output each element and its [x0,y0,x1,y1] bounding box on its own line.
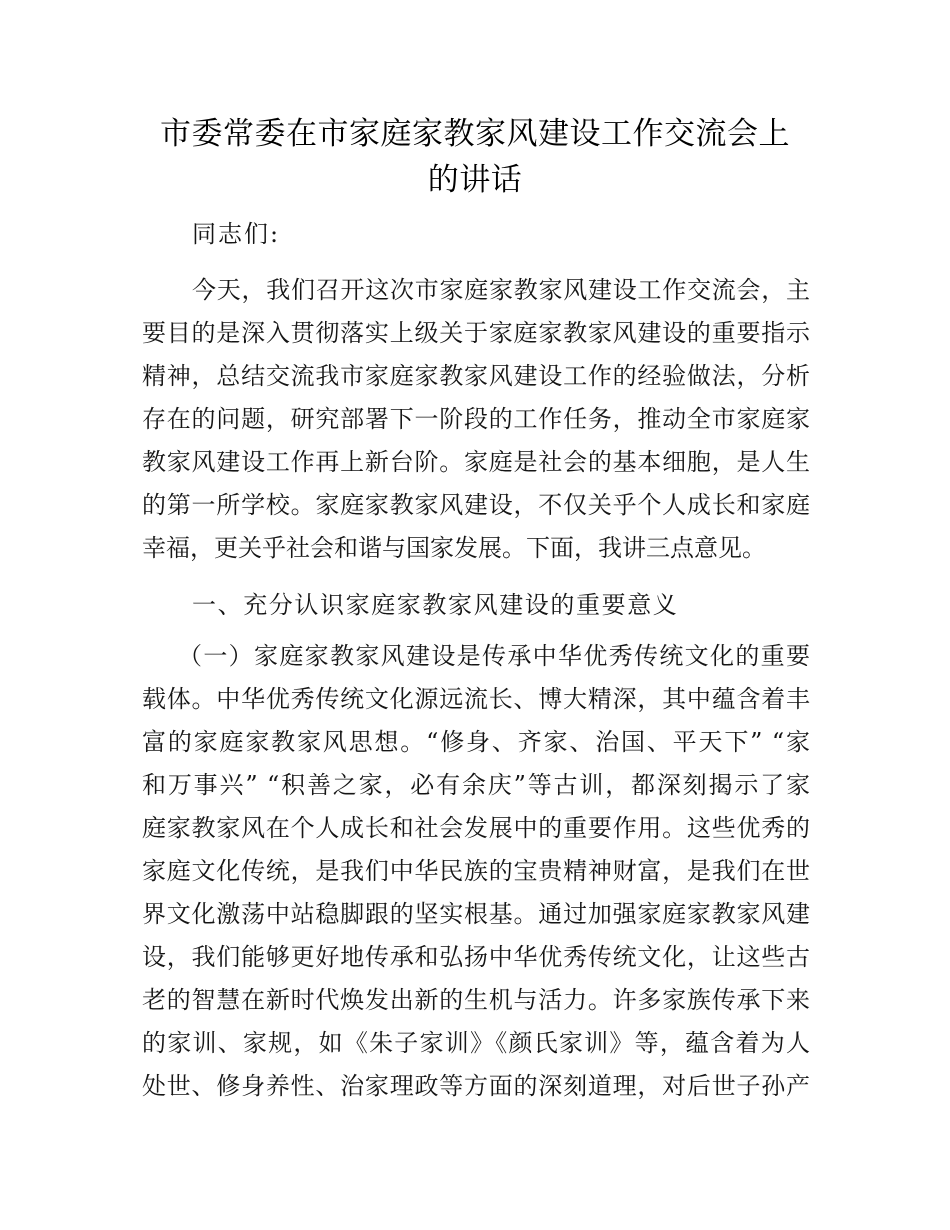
paragraph-line: 富的家庭家教家风思想。“修身、齐家、治国、平天下” “家 [142,728,810,756]
paragraph-line: （一）家庭家教家风建设是传承中华优秀传统文化的重要 [178,642,810,670]
paragraph-line: 的家训、家规，如《朱子家训》《颜氏家训》等，蕴含着为人 [142,1029,810,1057]
paragraph-line: 教家风建设工作再上新台阶。家庭是社会的基本细胞，是人生 [142,448,810,476]
section-heading-1: 一、充分认识家庭家教家风建设的重要意义 [192,591,679,619]
paragraph-line: 设，我们能够更好地传承和弘扬中华优秀传统文化，让这些古 [142,943,810,971]
paragraph-line: 载体。中华优秀传统文化源远流长、博大精深，其中蕴含着丰 [142,685,810,713]
paragraph-line: 老的智慧在新时代焕发出新的生机与活力。许多家族传承下来 [142,986,810,1014]
paragraph-line: 存在的问题，研究部署下一阶段的工作任务，推动全市家庭家 [142,405,810,433]
document-title-line-1: 市委常委在市家庭家教家风建设工作交流会上 [160,116,790,152]
paragraph-line: 幸福，更关乎社会和谐与国家发展。下面，我讲三点意见。 [142,534,766,562]
paragraph-line: 今天，我们召开这次市家庭家教家风建设工作交流会，主 [192,276,810,304]
paragraph-line: 处世、修身养性、治家理政等方面的深刻道理，对后世子孙产 [142,1072,810,1100]
paragraph-line: 庭家教家风在个人成长和社会发展中的重要作用。这些优秀的 [142,814,810,842]
paragraph-line: 的第一所学校。家庭家教家风建设，不仅关乎个人成长和家庭 [142,491,810,519]
paragraph-line: 家庭文化传统，是我们中华民族的宝贵精神财富，是我们在世 [142,857,810,885]
paragraph-line: 精神，总结交流我市家庭家教家风建设工作的经验做法，分析 [142,362,810,390]
paragraph-line: 要目的是深入贯彻落实上级关于家庭家教家风建设的重要指示 [142,319,810,347]
salutation: 同志们: [192,220,281,248]
paragraph-line: 界文化激荡中站稳脚跟的坚实根基。通过加强家庭家教家风建 [142,900,810,928]
paragraph-line: 和万事兴” “积善之家，必有余庆”等古训，都深刻揭示了家 [142,771,810,799]
document-title-line-2: 的讲话 [427,162,523,198]
